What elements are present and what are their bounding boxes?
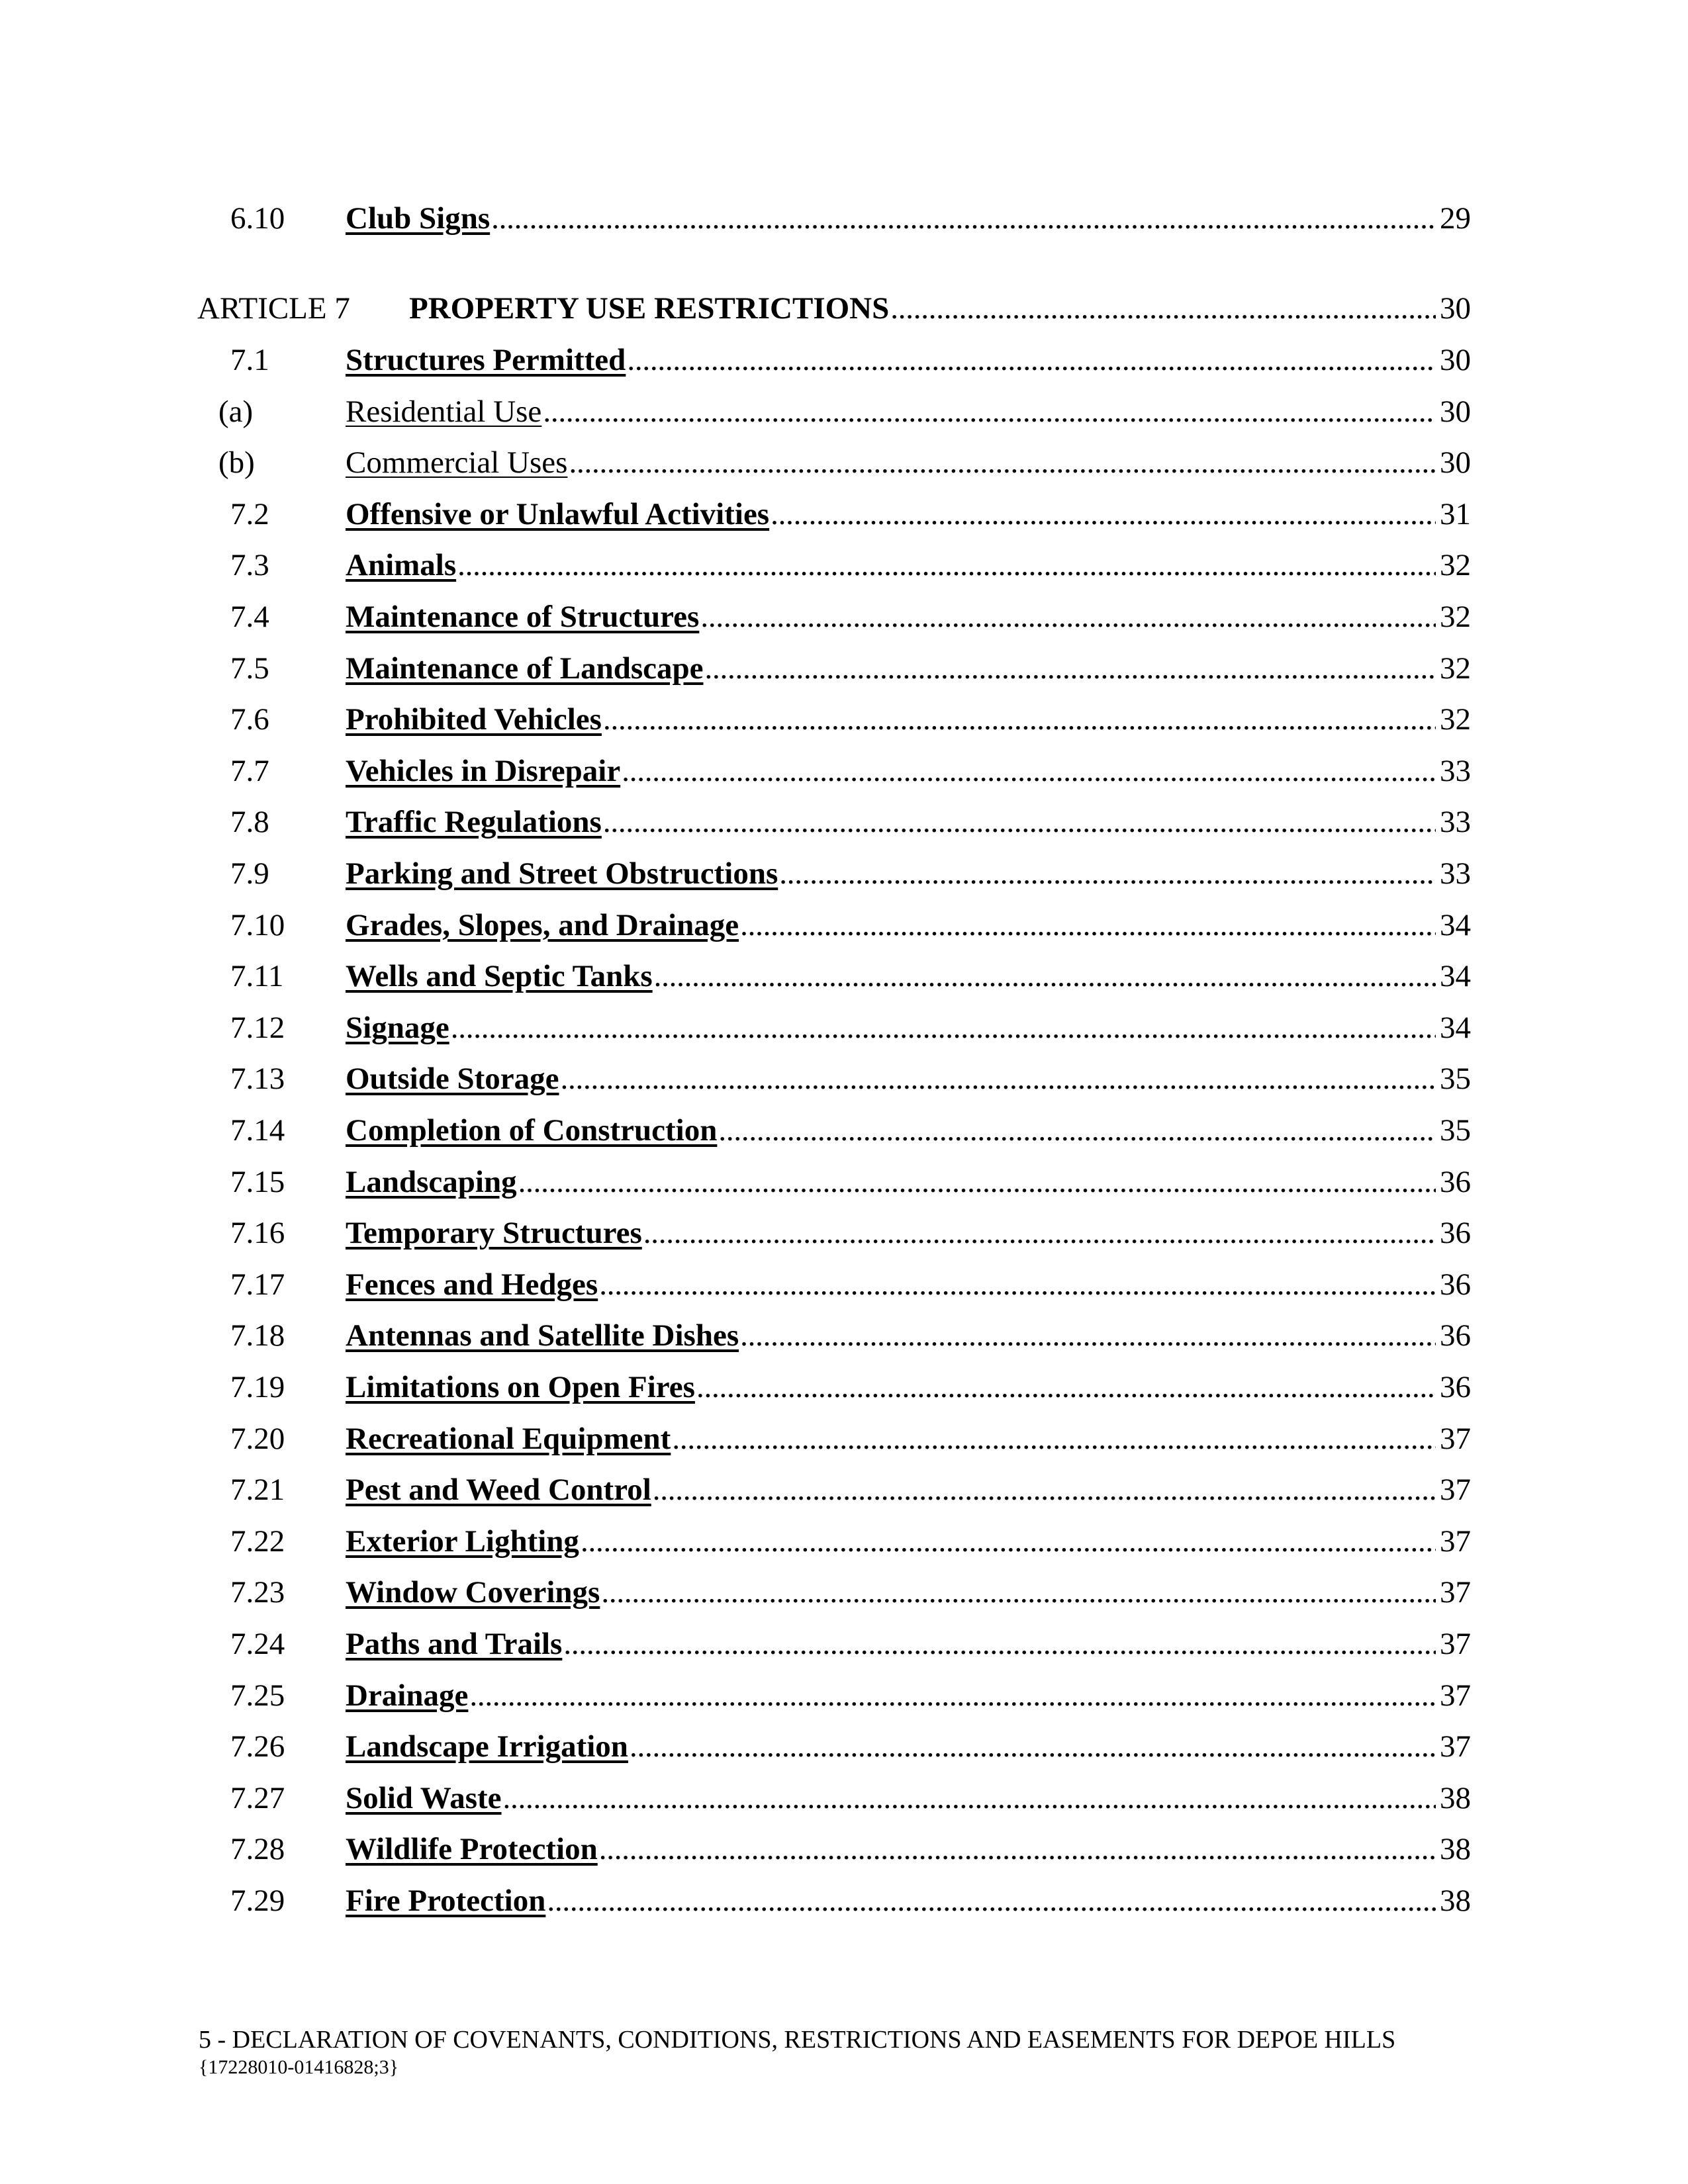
toc-page-number: 32 bbox=[1440, 651, 1471, 686]
toc-leader-dots bbox=[779, 854, 1436, 893]
toc-entry[interactable] bbox=[230, 1111, 1471, 1150]
toc-page-number: 37 bbox=[1440, 1421, 1471, 1456]
toc-page-number: 34 bbox=[1440, 959, 1471, 994]
toc-entry[interactable] bbox=[230, 545, 1471, 585]
toc-leader-dots bbox=[653, 1470, 1436, 1510]
toc-entry[interactable] bbox=[230, 1572, 1471, 1612]
toc-page-number: 36 bbox=[1440, 1267, 1471, 1302]
toc-section-title[interactable]: Window Coverings bbox=[346, 1575, 600, 1610]
toc-section-title[interactable]: Prohibited Vehicles bbox=[346, 702, 602, 737]
toc-leader-dots bbox=[599, 1265, 1436, 1304]
toc-section-number: 7.16 bbox=[230, 1216, 285, 1251]
toc-section-title[interactable]: Signage bbox=[346, 1010, 449, 1045]
toc-section-title[interactable]: Landscaping bbox=[346, 1164, 517, 1199]
toc-section-number: 7.23 bbox=[230, 1575, 285, 1610]
toc-entry[interactable] bbox=[230, 1419, 1471, 1459]
toc-page-number: 32 bbox=[1440, 600, 1471, 634]
toc-leader-dots bbox=[643, 1213, 1436, 1253]
toc-leader-dots bbox=[581, 1522, 1436, 1561]
toc-section-title[interactable]: Limitations on Open Fires bbox=[346, 1370, 695, 1404]
toc-leader-dots bbox=[518, 1162, 1436, 1202]
toc-section-number: 7.11 bbox=[230, 959, 284, 994]
toc-entry[interactable] bbox=[197, 289, 1471, 328]
toc-section-number: 7.28 bbox=[230, 1832, 285, 1867]
toc-page-number: 36 bbox=[1440, 1216, 1471, 1251]
toc-section-number: (a) bbox=[218, 394, 254, 429]
toc-page-number: 30 bbox=[1440, 343, 1471, 377]
toc-section-title[interactable]: Grades, Slopes, and Drainage bbox=[346, 907, 739, 942]
toc-section-number: 7.24 bbox=[230, 1627, 285, 1661]
toc-section-number: 7.21 bbox=[230, 1473, 285, 1508]
toc-section-title[interactable]: PROPERTY USE RESTRICTIONS bbox=[409, 291, 890, 326]
toc-leader-dots bbox=[672, 1419, 1436, 1459]
toc-leader-dots bbox=[622, 751, 1436, 791]
toc-leader-dots bbox=[740, 905, 1436, 945]
toc-page-number: 35 bbox=[1440, 1113, 1471, 1148]
toc-page-number: 31 bbox=[1440, 496, 1471, 531]
toc-section-number: 7.3 bbox=[230, 548, 269, 583]
toc-section-number: 7.1 bbox=[230, 343, 269, 377]
toc-entry[interactable] bbox=[230, 1316, 1471, 1355]
toc-section-title[interactable]: Recreational Equipment bbox=[346, 1421, 671, 1456]
toc-section-number: 7.9 bbox=[230, 856, 269, 891]
toc-section-number: 7.7 bbox=[230, 753, 269, 788]
toc-page-number: 30 bbox=[1440, 291, 1471, 326]
toc-entry[interactable] bbox=[230, 1213, 1471, 1253]
toc-entry[interactable] bbox=[230, 597, 1471, 637]
toc-section-title[interactable]: Traffic Regulations bbox=[346, 805, 602, 840]
toc-page-number: 37 bbox=[1440, 1575, 1471, 1610]
toc-section-number: 7.10 bbox=[230, 907, 285, 942]
toc-section-number: 7.29 bbox=[230, 1884, 285, 1918]
toc-section-number: 7.15 bbox=[230, 1164, 285, 1199]
toc-page-number: 34 bbox=[1440, 907, 1471, 942]
toc-page-number: 29 bbox=[1440, 201, 1471, 236]
toc-page-number: 38 bbox=[1440, 1884, 1471, 1918]
toc-section-title[interactable]: Vehicles in Disrepair bbox=[346, 753, 621, 788]
toc-entry[interactable] bbox=[230, 751, 1471, 791]
toc-section-title[interactable]: Paths and Trails bbox=[346, 1627, 563, 1661]
toc-section-title[interactable]: Exterior Lighting bbox=[346, 1524, 579, 1559]
toc-section-title[interactable]: Solid Waste bbox=[346, 1780, 502, 1815]
toc-section-title[interactable]: Drainage bbox=[346, 1678, 469, 1713]
toc-leader-dots bbox=[630, 1727, 1436, 1766]
toc-page-number: 33 bbox=[1440, 856, 1471, 891]
toc-page-number: 37 bbox=[1440, 1678, 1471, 1713]
toc-entry[interactable] bbox=[230, 1676, 1471, 1715]
toc-section-number: 7.5 bbox=[230, 651, 269, 686]
toc-page-number: 35 bbox=[1440, 1062, 1471, 1097]
toc-page-number: 30 bbox=[1440, 445, 1471, 480]
toc-entry[interactable] bbox=[230, 1162, 1471, 1202]
toc-section-title[interactable]: Temporary Structures bbox=[346, 1216, 642, 1251]
toc-entry[interactable] bbox=[218, 443, 1471, 482]
toc-section-title[interactable]: Animals bbox=[346, 548, 457, 583]
toc-section-number: 7.19 bbox=[230, 1370, 285, 1404]
toc-section-title[interactable]: Maintenance of Structures bbox=[346, 600, 700, 634]
toc-leader-dots bbox=[603, 802, 1436, 842]
toc-entry[interactable] bbox=[230, 494, 1471, 534]
toc-entry[interactable] bbox=[218, 392, 1471, 432]
toc-section-title[interactable]: Fences and Hedges bbox=[346, 1267, 598, 1302]
toc-leader-dots bbox=[569, 443, 1436, 482]
toc-section-title[interactable]: Outside Storage bbox=[346, 1062, 559, 1097]
toc-entry[interactable] bbox=[230, 802, 1471, 842]
toc-page-number: 32 bbox=[1440, 548, 1471, 583]
toc-leader-dots bbox=[543, 392, 1436, 432]
toc-section-title[interactable]: Club Signs bbox=[346, 201, 491, 236]
toc-section-title[interactable]: Landscape Irrigation bbox=[346, 1729, 628, 1764]
toc-leader-dots bbox=[705, 649, 1436, 688]
toc-page-number: 33 bbox=[1440, 753, 1471, 788]
toc-section-title[interactable]: Antennas and Satellite Dishes bbox=[346, 1318, 739, 1353]
toc-entry[interactable] bbox=[230, 956, 1471, 996]
toc-section-number: ARTICLE 7 bbox=[197, 291, 350, 326]
toc-leader-dots bbox=[890, 289, 1436, 328]
toc-section-number: 7.8 bbox=[230, 805, 269, 840]
toc-section-number: 7.18 bbox=[230, 1318, 285, 1353]
toc-leader-dots bbox=[563, 1624, 1436, 1664]
toc-section-title[interactable]: Completion of Construction bbox=[346, 1113, 718, 1148]
toc-section-number: 7.6 bbox=[230, 702, 269, 737]
toc-section-number: 7.14 bbox=[230, 1113, 285, 1148]
toc-section-number: (b) bbox=[218, 445, 255, 480]
toc-entry[interactable] bbox=[230, 700, 1471, 739]
toc-section-number: 7.26 bbox=[230, 1729, 285, 1764]
toc-entry[interactable] bbox=[230, 199, 1471, 238]
toc-page-number: 37 bbox=[1440, 1729, 1471, 1764]
toc-entry[interactable] bbox=[230, 1367, 1471, 1407]
toc-entry[interactable] bbox=[230, 1470, 1471, 1510]
toc-page-number: 37 bbox=[1440, 1524, 1471, 1559]
toc-section-number: 7.13 bbox=[230, 1062, 285, 1097]
toc-page-number: 32 bbox=[1440, 702, 1471, 737]
toc-page-number: 37 bbox=[1440, 1473, 1471, 1508]
toc-leader-dots bbox=[700, 597, 1436, 637]
toc-leader-dots bbox=[696, 1367, 1436, 1407]
toc-section-number: 7.25 bbox=[230, 1678, 285, 1713]
toc-leader-dots bbox=[503, 1778, 1436, 1818]
footer-title: 5 - DECLARATION OF COVENANTS, CONDITIONS, RESTRICTIONS AND EASEMENTS FOR DEPOE HILLS bbox=[199, 2026, 1396, 2054]
toc-page-number: 36 bbox=[1440, 1164, 1471, 1199]
toc-entry[interactable] bbox=[230, 1265, 1471, 1304]
toc-section-title[interactable]: Offensive or Unlawful Activities bbox=[346, 496, 770, 531]
toc-leader-dots bbox=[740, 1316, 1436, 1355]
toc-page-number: 37 bbox=[1440, 1627, 1471, 1661]
toc-section-number: 7.27 bbox=[230, 1780, 285, 1815]
toc-entry[interactable] bbox=[230, 1881, 1471, 1921]
toc-section-number: 7.2 bbox=[230, 496, 269, 531]
toc-section-title[interactable]: Commercial Uses bbox=[346, 445, 568, 480]
toc-section-number: 7.22 bbox=[230, 1524, 285, 1559]
toc-entry[interactable] bbox=[230, 649, 1471, 688]
toc-page-number: 30 bbox=[1440, 394, 1471, 429]
footer-document-id: {17228010-01416828;3} bbox=[199, 2056, 399, 2078]
toc-section-title[interactable]: Wildlife Protection bbox=[346, 1832, 598, 1867]
toc-page-number: 36 bbox=[1440, 1370, 1471, 1404]
toc-leader-dots bbox=[599, 1829, 1436, 1869]
toc-entry[interactable] bbox=[230, 1624, 1471, 1664]
toc-leader-dots bbox=[718, 1111, 1436, 1150]
toc-section-title[interactable]: Fire Protection bbox=[346, 1884, 546, 1918]
toc-section-title[interactable]: Residential Use bbox=[346, 394, 542, 429]
toc-entry[interactable] bbox=[230, 854, 1471, 893]
toc-page-number: 38 bbox=[1440, 1780, 1471, 1815]
toc-leader-dots bbox=[451, 1008, 1436, 1048]
toc-entry[interactable] bbox=[230, 1778, 1471, 1818]
toc-leader-dots bbox=[469, 1676, 1436, 1715]
toc-section-number: 6.10 bbox=[230, 201, 285, 236]
toc-section-number: 7.12 bbox=[230, 1010, 285, 1045]
toc-section-title[interactable]: Wells and Septic Tanks bbox=[346, 959, 653, 994]
toc-leader-dots bbox=[491, 199, 1436, 238]
toc-section-number: 7.20 bbox=[230, 1421, 285, 1456]
toc-leader-dots bbox=[771, 494, 1436, 534]
toc-section-title[interactable]: Pest and Weed Control bbox=[346, 1473, 651, 1508]
toc-entry[interactable] bbox=[230, 340, 1471, 380]
toc-leader-dots bbox=[601, 1572, 1436, 1612]
toc-page-number: 38 bbox=[1440, 1832, 1471, 1867]
toc-leader-dots bbox=[457, 545, 1436, 585]
toc-entry[interactable] bbox=[230, 1008, 1471, 1048]
toc-section-title[interactable]: Structures Permitted bbox=[346, 343, 626, 377]
toc-page-number: 36 bbox=[1440, 1318, 1471, 1353]
toc-entry[interactable] bbox=[230, 1727, 1471, 1766]
toc-leader-dots bbox=[547, 1881, 1436, 1921]
toc-leader-dots bbox=[603, 700, 1436, 739]
toc-section-number: 7.17 bbox=[230, 1267, 285, 1302]
toc-entry[interactable] bbox=[230, 1829, 1471, 1869]
toc-leader-dots bbox=[654, 956, 1436, 996]
toc-section-number: 7.4 bbox=[230, 600, 269, 634]
toc-entry[interactable] bbox=[230, 1059, 1471, 1099]
toc-leader-dots bbox=[627, 340, 1436, 380]
toc-page-number: 33 bbox=[1440, 805, 1471, 840]
toc-section-title[interactable]: Parking and Street Obstructions bbox=[346, 856, 778, 891]
toc-entry[interactable] bbox=[230, 905, 1471, 945]
toc-section-title[interactable]: Maintenance of Landscape bbox=[346, 651, 704, 686]
toc-page-number: 34 bbox=[1440, 1010, 1471, 1045]
toc-entry[interactable] bbox=[230, 1522, 1471, 1561]
toc-leader-dots bbox=[560, 1059, 1436, 1099]
